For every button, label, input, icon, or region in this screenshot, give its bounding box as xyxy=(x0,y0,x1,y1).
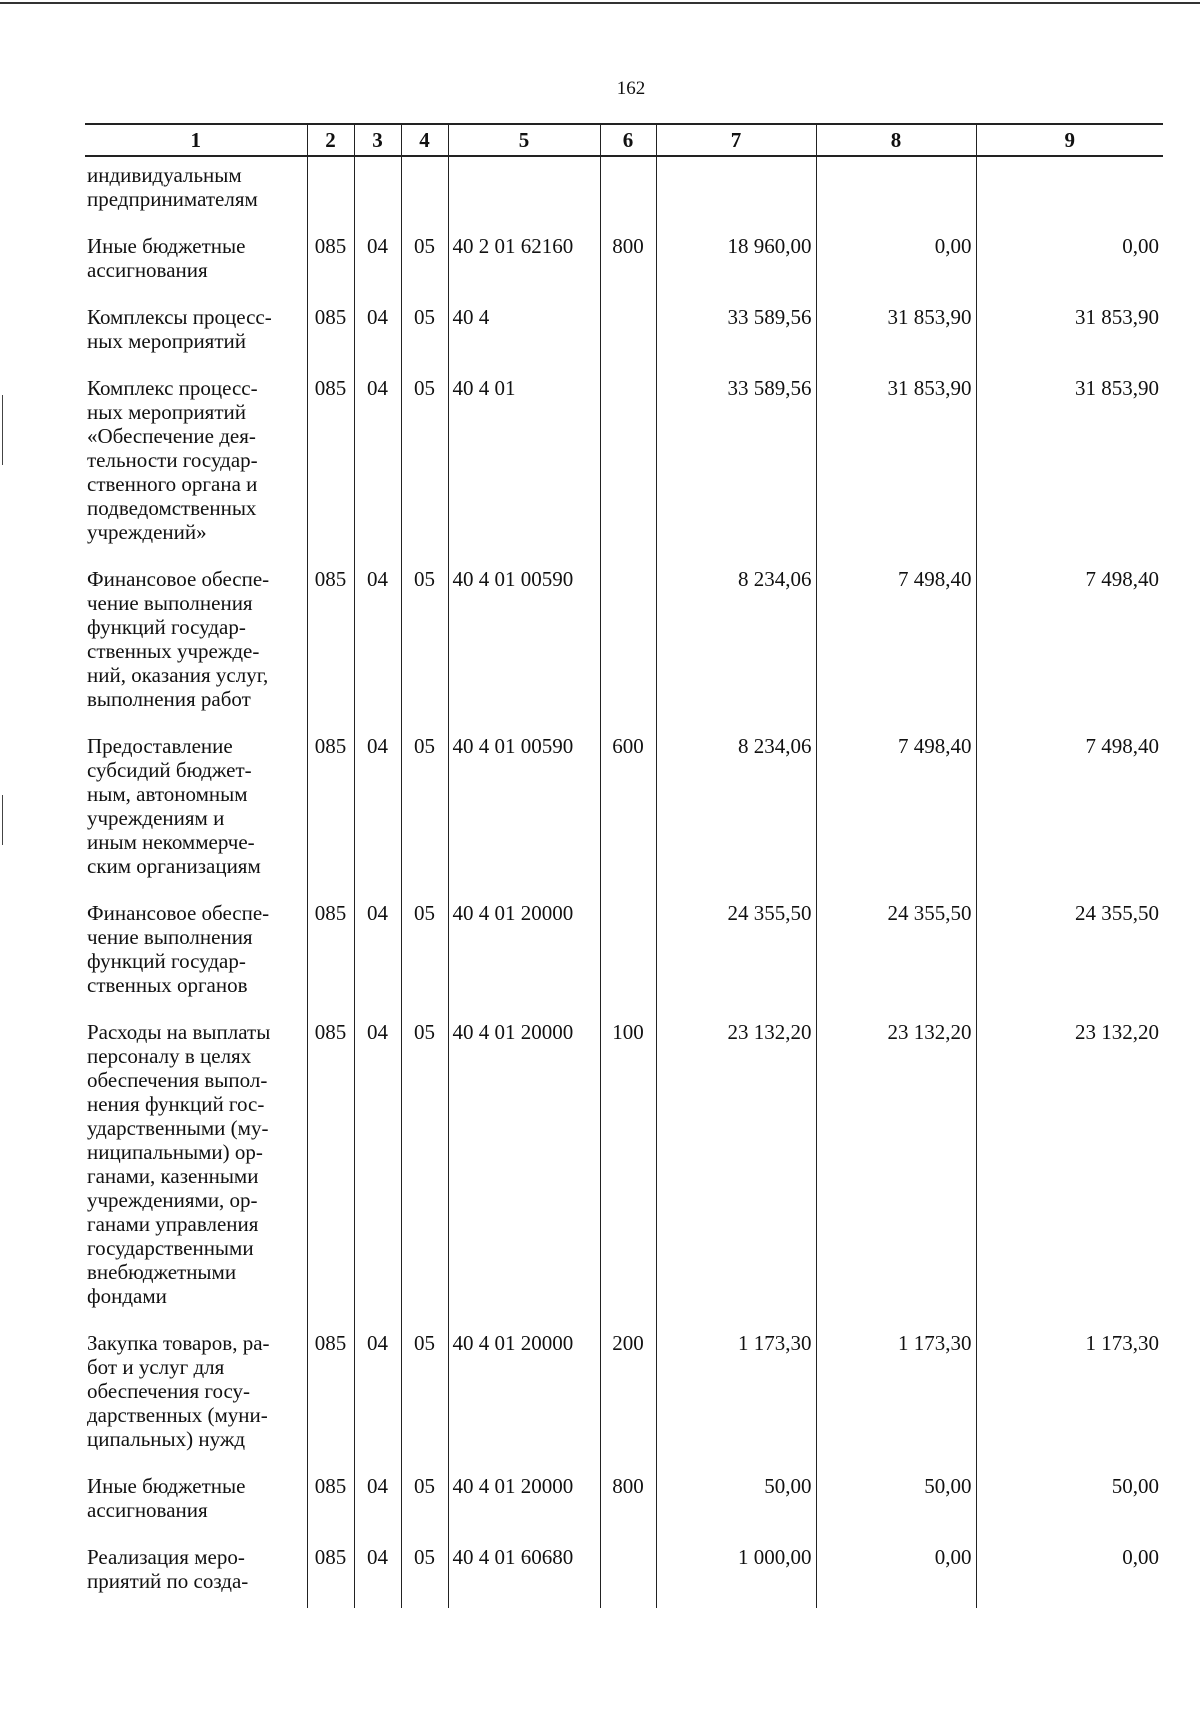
subsection-code: 05 xyxy=(401,1537,448,1608)
table-row xyxy=(85,368,1163,559)
section-code: 04 xyxy=(354,1323,401,1466)
amount-col7: 23 132,20 xyxy=(656,1012,816,1323)
amount-col7: 33 589,56 xyxy=(656,368,816,559)
header-cell: 9 xyxy=(976,124,1163,156)
amount-col9: 0,00 xyxy=(976,1537,1163,1608)
amount-col8: 23 132,20 xyxy=(816,1012,976,1323)
amount-col7: 50,00 xyxy=(656,1466,816,1537)
header-cell: 1 xyxy=(85,124,307,156)
target-article-code: 40 4 01 20000 xyxy=(448,893,600,1012)
row-description: Комплексы процесс- ных мероприятий xyxy=(85,297,307,368)
section-code xyxy=(354,156,401,226)
subsection-code: 05 xyxy=(401,893,448,1012)
scan-top-border xyxy=(0,2,1200,4)
expense-type-code: 800 xyxy=(600,226,656,297)
amount-col9: 50,00 xyxy=(976,1466,1163,1537)
expense-type-code xyxy=(600,156,656,226)
target-article-code: 40 4 01 xyxy=(448,368,600,559)
section-code: 04 xyxy=(354,368,401,559)
section-code: 04 xyxy=(354,226,401,297)
row-description: Предоставление субсидий бюджет- ным, автономным учреждениям и иным некоммерче- ским организациям xyxy=(85,726,307,893)
expense-type-code xyxy=(600,297,656,368)
scan-edge-mark xyxy=(2,795,3,845)
amount-col7: 33 589,56 xyxy=(656,297,816,368)
section-code: 04 xyxy=(354,893,401,1012)
scan-edge-mark xyxy=(2,395,3,465)
header-cell: 8 xyxy=(816,124,976,156)
amount-col9: 31 853,90 xyxy=(976,297,1163,368)
section-code: 04 xyxy=(354,297,401,368)
amount-col9: 23 132,20 xyxy=(976,1012,1163,1323)
page-number: 162 xyxy=(616,78,646,99)
amount-col8: 7 498,40 xyxy=(816,559,976,726)
subsection-code: 05 xyxy=(401,368,448,559)
target-article-code: 40 4 01 00590 xyxy=(448,559,600,726)
amount-col8 xyxy=(816,156,976,226)
table-row xyxy=(85,1323,1163,1466)
amount-col7: 18 960,00 xyxy=(656,226,816,297)
ministry-code: 085 xyxy=(307,1466,354,1537)
expense-type-code xyxy=(600,368,656,559)
table-row xyxy=(85,1537,1163,1608)
amount-col8: 31 853,90 xyxy=(816,297,976,368)
amount-col7: 8 234,06 xyxy=(656,726,816,893)
expense-type-code xyxy=(600,559,656,726)
expense-type-code: 200 xyxy=(600,1323,656,1466)
budget-table xyxy=(85,123,1163,1608)
ministry-code: 085 xyxy=(307,1323,354,1466)
target-article-code: 40 4 01 20000 xyxy=(448,1466,600,1537)
subsection-code: 05 xyxy=(401,297,448,368)
ministry-code: 085 xyxy=(307,893,354,1012)
amount-col9: 7 498,40 xyxy=(976,726,1163,893)
section-code: 04 xyxy=(354,1466,401,1537)
amount-col8: 50,00 xyxy=(816,1466,976,1537)
ministry-code: 085 xyxy=(307,726,354,893)
amount-col9: 24 355,50 xyxy=(976,893,1163,1012)
row-description: Закупка товаров, ра- бот и услуг для обеспечения госу- дарственных (муни- ципальных) нужд xyxy=(85,1323,307,1466)
target-article-code: 40 4 xyxy=(448,297,600,368)
ministry-code xyxy=(307,156,354,226)
target-article-code xyxy=(448,156,600,226)
amount-col9: 1 173,30 xyxy=(976,1323,1163,1466)
header-row xyxy=(85,124,1163,156)
ministry-code: 085 xyxy=(307,559,354,726)
subsection-code: 05 xyxy=(401,1323,448,1466)
header-cell: 2 xyxy=(307,124,354,156)
table-row xyxy=(85,726,1163,893)
expense-type-code: 600 xyxy=(600,726,656,893)
table-row xyxy=(85,1466,1163,1537)
target-article-code: 40 4 01 20000 xyxy=(448,1323,600,1466)
table-row xyxy=(85,226,1163,297)
header-cell: 5 xyxy=(448,124,600,156)
amount-col7 xyxy=(656,156,816,226)
expense-type-code: 800 xyxy=(600,1466,656,1537)
row-description: Расходы на выплаты персоналу в целях обеспечения выпол- нения функций гос- ударственными (му- ниципальными) ор- ганами, казенными учреждениями, ор- ганами управления государственными внебюджетными фондами xyxy=(85,1012,307,1323)
ministry-code: 085 xyxy=(307,368,354,559)
amount-col9: 7 498,40 xyxy=(976,559,1163,726)
ministry-code: 085 xyxy=(307,1012,354,1323)
subsection-code: 05 xyxy=(401,726,448,893)
section-code: 04 xyxy=(354,1012,401,1323)
header-cell: 4 xyxy=(401,124,448,156)
target-article-code: 40 2 01 62160 xyxy=(448,226,600,297)
subsection-code: 05 xyxy=(401,559,448,726)
expense-type-code xyxy=(600,893,656,1012)
amount-col8: 1 173,30 xyxy=(816,1323,976,1466)
row-description: Комплекс процесс- ных мероприятий «Обеспечение дея- тельности государ- ственного органа и подведомственных учреждений» xyxy=(85,368,307,559)
ministry-code: 085 xyxy=(307,226,354,297)
row-description: Иные бюджетные ассигнования xyxy=(85,226,307,297)
amount-col7: 8 234,06 xyxy=(656,559,816,726)
table-row xyxy=(85,559,1163,726)
subsection-code: 05 xyxy=(401,1012,448,1323)
amount-col8: 24 355,50 xyxy=(816,893,976,1012)
section-code: 04 xyxy=(354,726,401,893)
row-description: Реализация меро- приятий по созда- xyxy=(85,1537,307,1608)
target-article-code: 40 4 01 00590 xyxy=(448,726,600,893)
subsection-code: 05 xyxy=(401,226,448,297)
header-cell: 3 xyxy=(354,124,401,156)
amount-col8: 31 853,90 xyxy=(816,368,976,559)
amount-col9: 31 853,90 xyxy=(976,368,1163,559)
row-description: Иные бюджетные ассигнования xyxy=(85,1466,307,1537)
section-code: 04 xyxy=(354,559,401,726)
amount-col7: 24 355,50 xyxy=(656,893,816,1012)
amount-col8: 0,00 xyxy=(816,226,976,297)
amount-col7: 1 173,30 xyxy=(656,1323,816,1466)
expense-type-code xyxy=(600,1537,656,1608)
amount-col9: 0,00 xyxy=(976,226,1163,297)
amount-col9 xyxy=(976,156,1163,226)
row-description: индивидуальным предпринимателям xyxy=(85,156,307,226)
subsection-code: 05 xyxy=(401,1466,448,1537)
target-article-code: 40 4 01 20000 xyxy=(448,1012,600,1323)
row-description: Финансовое обеспе- чение выполнения функций государ- ственных органов xyxy=(85,893,307,1012)
expense-type-code: 100 xyxy=(600,1012,656,1323)
target-article-code: 40 4 01 60680 xyxy=(448,1537,600,1608)
amount-col7: 1 000,00 xyxy=(656,1537,816,1608)
table-row xyxy=(85,1012,1163,1323)
amount-col8: 7 498,40 xyxy=(816,726,976,893)
ministry-code: 085 xyxy=(307,1537,354,1608)
section-code: 04 xyxy=(354,1537,401,1608)
amount-col8: 0,00 xyxy=(816,1537,976,1608)
table-row xyxy=(85,297,1163,368)
ministry-code: 085 xyxy=(307,297,354,368)
header-cell: 7 xyxy=(656,124,816,156)
header-cell: 6 xyxy=(600,124,656,156)
row-description: Финансовое обеспе- чение выполнения функций государ- ственных учрежде- ний, оказания услуг, выполнения работ xyxy=(85,559,307,726)
table-row xyxy=(85,893,1163,1012)
table-row xyxy=(85,156,1163,226)
subsection-code xyxy=(401,156,448,226)
